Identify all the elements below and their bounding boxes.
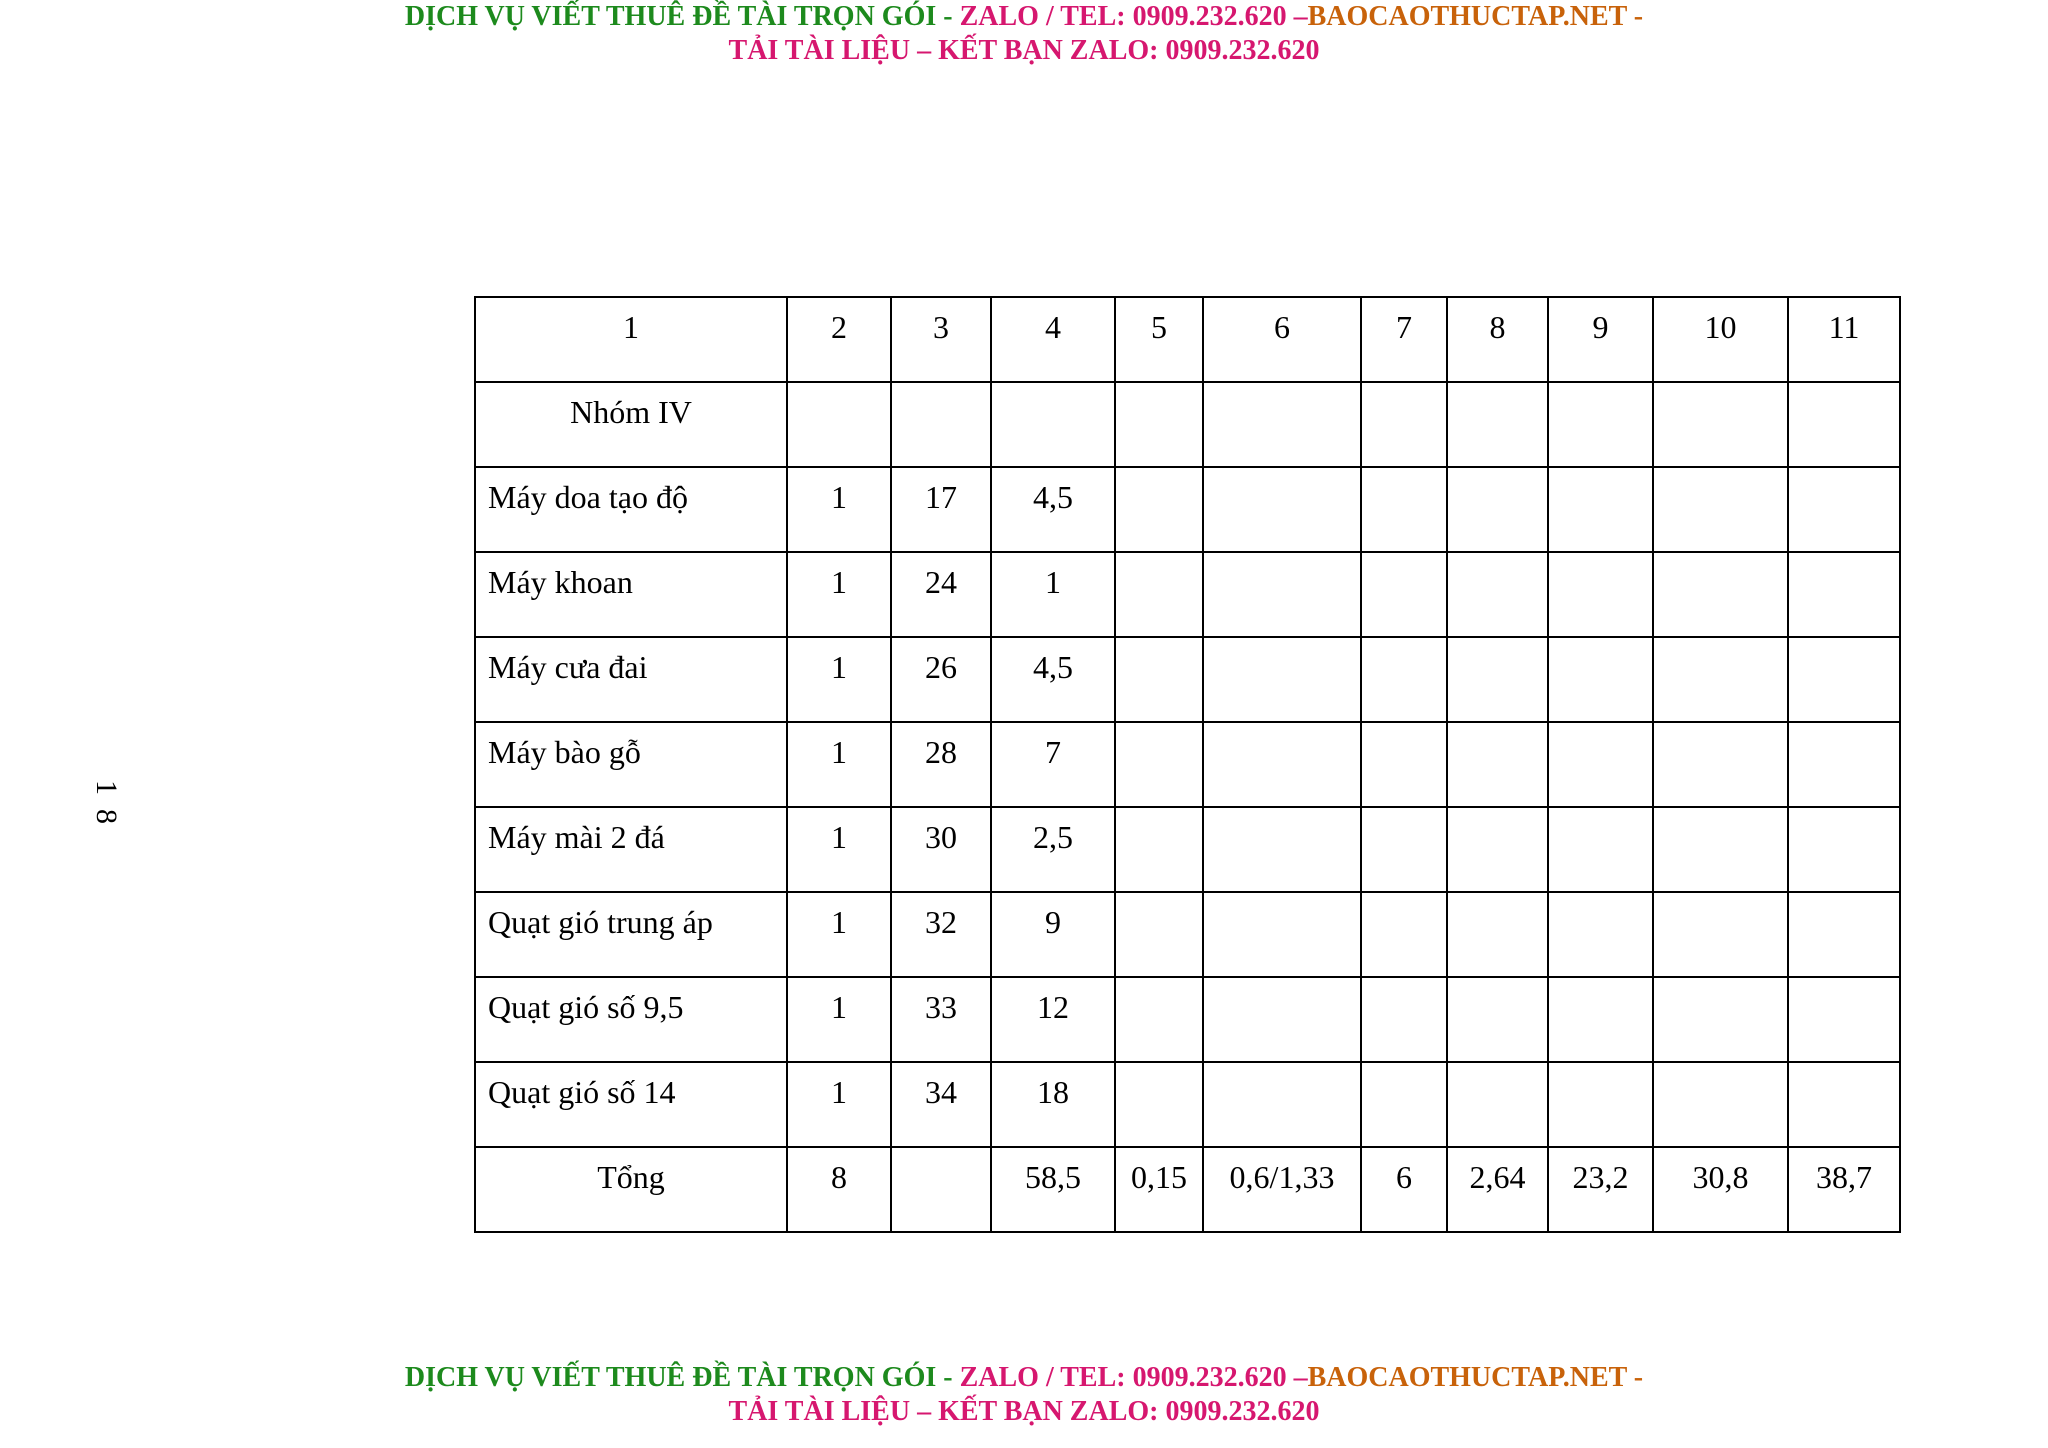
table-cell xyxy=(1548,807,1653,892)
table-cell xyxy=(1788,467,1900,552)
table-cell xyxy=(1653,1062,1788,1147)
table-cell xyxy=(1788,637,1900,722)
table-cell xyxy=(1548,977,1653,1062)
column-number: 5 xyxy=(1115,297,1203,382)
table-row xyxy=(475,722,1900,807)
banner-download-text: TẢI TÀI LIỆU – KẾT BẠN ZALO: 0909.232.620 xyxy=(728,1396,1320,1427)
footer-banner xyxy=(0,1361,2048,1429)
banner-website-text: BAOCAOTHUCTAP.NET - xyxy=(1307,1,1644,32)
table-cell: 1 xyxy=(787,977,891,1062)
table-body xyxy=(475,297,1900,1232)
table-cell xyxy=(1115,807,1203,892)
table-row xyxy=(475,1062,1900,1147)
table-cell xyxy=(1548,1062,1653,1147)
table-cell xyxy=(891,382,991,467)
table-cell: 30,8 xyxy=(1653,1147,1788,1232)
table-row xyxy=(475,552,1900,637)
total-row xyxy=(475,1147,1900,1232)
column-number: 9 xyxy=(1548,297,1653,382)
table-cell xyxy=(1548,637,1653,722)
equipment-name: Máy cưa đai xyxy=(475,637,787,722)
equipment-name: Máy doa tạo độ xyxy=(475,467,787,552)
table-cell: 24 xyxy=(891,552,991,637)
table-cell xyxy=(1548,892,1653,977)
table-cell xyxy=(1361,722,1447,807)
equipment-name: Máy mài 2 đá xyxy=(475,807,787,892)
banner-website-text: BAOCAOTHUCTAP.NET - xyxy=(1307,1362,1644,1393)
equipment-name: Máy bào gỗ xyxy=(475,722,787,807)
table-cell xyxy=(1115,1062,1203,1147)
table-row xyxy=(475,977,1900,1062)
banner-contact-text: ZALO / TEL: 0909.232.620 – xyxy=(959,1,1308,32)
table-cell xyxy=(1203,552,1361,637)
column-number: 8 xyxy=(1447,297,1548,382)
table-cell xyxy=(891,1147,991,1232)
table-cell xyxy=(1447,977,1548,1062)
table-cell: 12 xyxy=(991,977,1115,1062)
total-label: Tổng xyxy=(475,1147,787,1232)
table-cell xyxy=(1653,722,1788,807)
column-number: 11 xyxy=(1788,297,1900,382)
table-cell xyxy=(1548,552,1653,637)
column-number: 10 xyxy=(1653,297,1788,382)
table-cell xyxy=(787,382,891,467)
table-cell: 8 xyxy=(787,1147,891,1232)
table-cell xyxy=(1361,1062,1447,1147)
table-cell xyxy=(1788,977,1900,1062)
table-row xyxy=(475,892,1900,977)
table-header-row xyxy=(475,297,1900,382)
table-row xyxy=(475,637,1900,722)
table-cell xyxy=(1788,807,1900,892)
table-cell xyxy=(1115,467,1203,552)
table-cell xyxy=(1447,467,1548,552)
table-cell xyxy=(1447,637,1548,722)
table-cell xyxy=(1203,1062,1361,1147)
table-cell xyxy=(1788,1062,1900,1147)
table-cell xyxy=(1653,552,1788,637)
table-cell xyxy=(1361,807,1447,892)
table-row xyxy=(475,467,1900,552)
equipment-name: Quạt gió trung áp xyxy=(475,892,787,977)
table-cell xyxy=(1115,637,1203,722)
table-cell: 9 xyxy=(991,892,1115,977)
table-cell: 1 xyxy=(787,637,891,722)
table-cell xyxy=(1653,807,1788,892)
table-row xyxy=(475,807,1900,892)
table-cell: 1 xyxy=(787,467,891,552)
table-cell: 58,5 xyxy=(991,1147,1115,1232)
table-cell xyxy=(1203,382,1361,467)
column-number: 3 xyxy=(891,297,991,382)
table-cell xyxy=(1203,722,1361,807)
page-number: 18 xyxy=(90,780,123,838)
table-cell xyxy=(1548,382,1653,467)
table-cell xyxy=(1361,467,1447,552)
table-cell xyxy=(1203,637,1361,722)
table-cell: 1 xyxy=(787,1062,891,1147)
table-cell xyxy=(1548,722,1653,807)
banner-service-text: DỊCH VỤ VIẾT THUÊ ĐỀ TÀI TRỌN GÓI - xyxy=(404,1362,960,1393)
table-cell xyxy=(1653,892,1788,977)
table-cell: 1 xyxy=(787,552,891,637)
table-cell xyxy=(1115,892,1203,977)
equipment-name: Quạt gió số 9,5 xyxy=(475,977,787,1062)
table-cell xyxy=(1203,467,1361,552)
table-cell xyxy=(991,382,1115,467)
table-cell xyxy=(1115,552,1203,637)
table-cell xyxy=(1447,807,1548,892)
table-cell: 0,15 xyxy=(1115,1147,1203,1232)
table-cell: 38,7 xyxy=(1788,1147,1900,1232)
table-cell xyxy=(1653,637,1788,722)
table-cell xyxy=(1203,807,1361,892)
banner-download-text: TẢI TÀI LIỆU – KẾT BẠN ZALO: 0909.232.620 xyxy=(728,35,1320,66)
table-cell: 32 xyxy=(891,892,991,977)
table-cell xyxy=(1447,722,1548,807)
table-cell: 1 xyxy=(787,722,891,807)
table-cell: 4,5 xyxy=(991,467,1115,552)
header-banner xyxy=(0,0,2048,68)
table-cell xyxy=(1361,552,1447,637)
column-number: 2 xyxy=(787,297,891,382)
table-cell xyxy=(1653,977,1788,1062)
table-cell xyxy=(1788,552,1900,637)
table-cell: 23,2 xyxy=(1548,1147,1653,1232)
column-number: 6 xyxy=(1203,297,1361,382)
column-number: 4 xyxy=(991,297,1115,382)
table-cell xyxy=(1788,722,1900,807)
table-cell xyxy=(1447,892,1548,977)
table-cell: 28 xyxy=(891,722,991,807)
column-number: 7 xyxy=(1361,297,1447,382)
table-cell xyxy=(1788,892,1900,977)
table-cell xyxy=(1653,467,1788,552)
table-cell: 1 xyxy=(787,807,891,892)
table-cell xyxy=(1115,722,1203,807)
table-cell: 26 xyxy=(891,637,991,722)
table-cell xyxy=(1788,382,1900,467)
table-cell: 7 xyxy=(991,722,1115,807)
table-cell xyxy=(1203,977,1361,1062)
table-cell xyxy=(1115,977,1203,1062)
table-cell: 33 xyxy=(891,977,991,1062)
table-cell: 1 xyxy=(991,552,1115,637)
table-cell: 2,64 xyxy=(1447,1147,1548,1232)
equipment-name: Quạt gió số 14 xyxy=(475,1062,787,1147)
load-table xyxy=(474,296,1901,1233)
column-number: 1 xyxy=(475,297,787,382)
table-cell xyxy=(1447,552,1548,637)
table-cell: 30 xyxy=(891,807,991,892)
table-cell: 34 xyxy=(891,1062,991,1147)
equipment-name: Máy khoan xyxy=(475,552,787,637)
banner-contact-text: ZALO / TEL: 0909.232.620 – xyxy=(959,1362,1308,1393)
table-cell xyxy=(1203,892,1361,977)
banner-service-text: DỊCH VỤ VIẾT THUÊ ĐỀ TÀI TRỌN GÓI - xyxy=(404,1,960,32)
group-label: Nhóm IV xyxy=(475,382,787,467)
table-cell xyxy=(1361,637,1447,722)
group-row xyxy=(475,382,1900,467)
table-cell: 18 xyxy=(991,1062,1115,1147)
table-cell xyxy=(1361,892,1447,977)
table-cell: 6 xyxy=(1361,1147,1447,1232)
table-cell xyxy=(1361,382,1447,467)
table-cell xyxy=(1447,1062,1548,1147)
table-cell xyxy=(1548,467,1653,552)
table-cell xyxy=(1361,977,1447,1062)
table-cell xyxy=(1115,382,1203,467)
table-cell: 1 xyxy=(787,892,891,977)
table-cell: 2,5 xyxy=(991,807,1115,892)
table-cell xyxy=(1653,382,1788,467)
table-cell: 0,6/1,33 xyxy=(1203,1147,1361,1232)
table-cell: 17 xyxy=(891,467,991,552)
table-cell: 4,5 xyxy=(991,637,1115,722)
table-cell xyxy=(1447,382,1548,467)
